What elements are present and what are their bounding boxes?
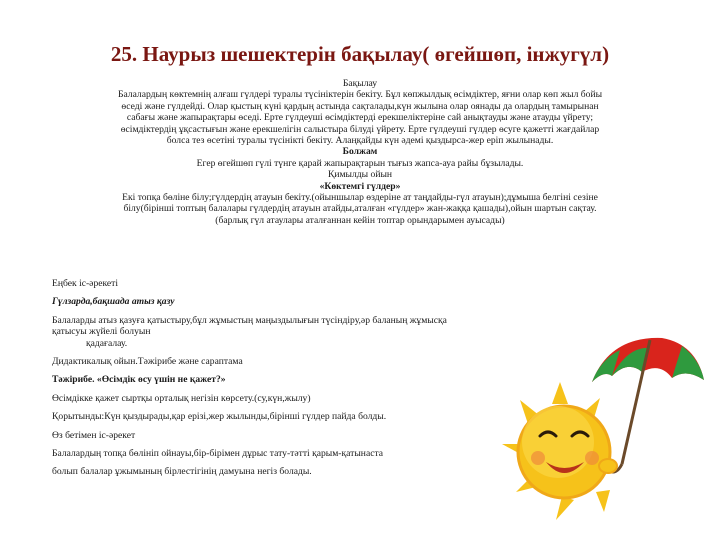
labor-heading: Еңбек іс-әрекеті [52, 278, 119, 289]
independent-heading: Өз бетімен іс-әрекет [52, 429, 136, 441]
intro-line-5: болса тез өсетіні туралы түсінікті бекіту. Алаңқайды күн әдемі қыздырса-жер еріп жылынады. [166, 135, 554, 147]
intro-line-4: өсімдіктердің ұқсастығын және ерекшелігін салыстыра білуді үйрету. Ерте гүлдеуші гүлдер өсуге қажетті жағдайлар [120, 123, 600, 135]
sun-umbrella-illustration [500, 324, 705, 520]
intro-line-3: сабағы және жапырақтары өседі. Ерте гүлдеуші өсімдіктерді ерекшеліктеріне сай анықтауды және атауды үйрету; [126, 112, 594, 124]
intro-line-1: Балалардың көктемнің алғаш гүлдері туралы түсініктерін бекіту. Бұл көпжылдық өсімдіктер, яғни олар көп жыл бойы [117, 89, 603, 101]
independent-line-2: болып балалар ұжымының бірлестігінің дамуына негіз болады. [52, 466, 312, 478]
game-line-2: білу(бірінші топтың балалары гүлдердің атауын атайды,аталған «гүлдер» жан-жаққа қашады),ойын шартын сақтау. [123, 203, 597, 215]
experiment-label: Тәжірибе. [52, 374, 95, 386]
didactic-line: Дидактикалық ойын.Тәжірибе және сараптама [52, 356, 243, 368]
game-line-1: Екі топқа бөліне білу;гүлдердің атауын бекіту.(ойыншылар өздеріне ат таңдайды-гүл атауын);дұмыша белгіні сезіне [122, 192, 598, 204]
riddle-text: Егер өгейшөп гүлі түнге қарай жапырақтарын тығыз жапса-ауа райы бұзылады. [196, 157, 524, 169]
experiment-line [52, 374, 472, 385]
experiment-text: Өсімдікке қажет сыртқы орталық негізін көрсету.(су,күн,жылу) [52, 392, 311, 404]
labor-text-line-1: Балаларды атыз қазуға қатыстыру,бұл жұмыстың маңыздылығын түсіндіру,әр баланың жұмысқа қатысуы жүйелі болуын [52, 314, 447, 338]
page-title: 25. Наурыз шешектерін бақылау( өгейшөп, інжугүл) [110, 42, 610, 66]
experiment-question: «Өсімдік өсу үшін не қажет?» [96, 374, 226, 386]
game-line-3: (барлық гүл атаулары аталғаннан кейін топтар орындарымен ауысады) [215, 214, 505, 226]
movement-game-heading: Қимылды ойын [327, 169, 393, 181]
independent-line-1: Балалардың топқа бөлініп ойнауы,бір-бірімен дұрыс тату-тәтті қарым-қатынаста [52, 448, 384, 460]
riddle-heading: Болжам [342, 146, 378, 158]
observation-section [40, 78, 680, 226]
observation-heading: Бақылау [342, 78, 378, 89]
conclusion-text: Қорытынды:Күн қыздырады,қар ерізі,жер жылынды,бірінші гүлдер пайда болды. [52, 411, 387, 423]
smiling-sun-icon [500, 324, 705, 520]
intro-line-2: өседі және гүлдейді. Олар қыстың күні қардың астында сақталады,күн жылына олар оянады да олардың тамырынан [121, 100, 599, 112]
labor-topic: Гүлзарда,бақшада атыз қазу [52, 296, 175, 308]
labor-text-line-2: қадағалау. [86, 337, 128, 349]
labor-section [52, 278, 472, 485]
game-name: «Көктемгі гүлдер» [319, 180, 401, 192]
